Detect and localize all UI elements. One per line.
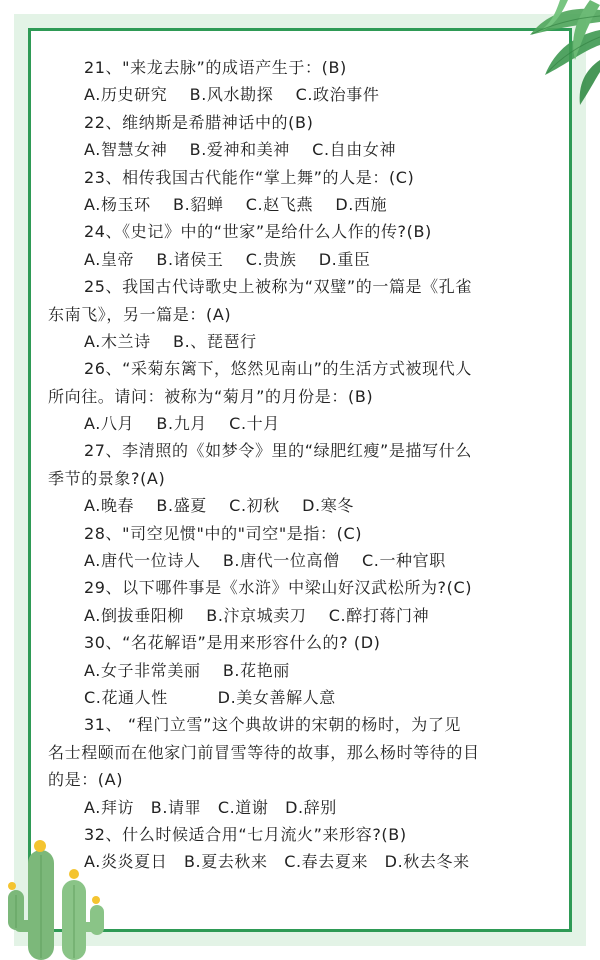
question-line: 28、"司空见惯"中的"司空"是指：(C) bbox=[84, 523, 363, 543]
question-line: 25、我国古代诗歌史上被称为“双璧”的一篇是《孔雀 bbox=[84, 277, 472, 297]
question-continuation: 东南飞》，另一篇是：(A) bbox=[48, 304, 232, 324]
question-line: 30、“名花解语”是用来形容什么的? (D) bbox=[84, 633, 381, 653]
answer-options: A.历史研究 B.风水勘探 C.政治事件 bbox=[84, 85, 380, 105]
question-line: 32、什么时候适合用“七月流火”来形容?(B) bbox=[84, 824, 407, 844]
answer-options: A.炎炎夏日 B.夏去秋来 C.春去夏来 D.秋去冬来 bbox=[84, 852, 470, 872]
answer-options: A.倒拔垂阳柳 B.汴京城卖刀 C.醉打蒋门神 bbox=[84, 605, 430, 625]
answer-options: A.智慧女神 B.爱神和美神 C.自由女神 bbox=[84, 140, 397, 160]
answer-options: A.杨玉环 B.貂蝉 C.赵飞燕 D.西施 bbox=[84, 194, 388, 214]
answer-options: A.晚春 B.盛夏 C.初秋 D.寒冬 bbox=[84, 496, 354, 516]
question-line: 23、相传我国古代能作“掌上舞”的人是：(C) bbox=[84, 167, 415, 187]
question-continuation: 名士程颐而在他家门前冒雪等待的故事，那么杨时等待的目 bbox=[48, 742, 480, 762]
question-line: 26、“采菊东篱下，悠然见南山”的生活方式被现代人 bbox=[84, 359, 472, 379]
answer-options: A.女子非常美丽 B.花艳丽 bbox=[84, 660, 290, 680]
question-continuation: 所向往。请问：被称为“菊月”的月份是：(B) bbox=[48, 386, 374, 406]
question-continuation: 的是：(A) bbox=[48, 770, 124, 790]
question-line: 31、 “程门立雪”这个典故讲的宋朝的杨时，为了见 bbox=[84, 715, 462, 735]
question-line: 22、维纳斯是希腊神话中的(B) bbox=[84, 112, 314, 132]
answer-options: C.花通人性 D.美女善解人意 bbox=[84, 687, 336, 707]
quiz-document bbox=[48, 54, 548, 876]
question-continuation: 季节的景象?(A) bbox=[48, 468, 166, 488]
answer-options: A.八月 B.九月 C.十月 bbox=[84, 414, 280, 434]
answer-options: A.拜访 B.请罪 C.道谢 D.辞别 bbox=[84, 797, 337, 817]
question-line: 21、"来龙去脉”的成语产生于：(B) bbox=[84, 58, 347, 77]
question-line: 27、李清照的《如梦令》里的“绿肥红瘦”是描写什么 bbox=[84, 441, 472, 461]
question-line: 29、以下哪件事是《水浒》中梁山好汉武松所为?(C) bbox=[84, 578, 473, 598]
answer-options: A.木兰诗 B.、琵琶行 bbox=[84, 331, 257, 351]
answer-options: A.皇帝 B.诸侯王 C.贵族 D.重臣 bbox=[84, 249, 371, 269]
answer-options: A.唐代一位诗人 B.唐代一位高僧 C.一种官职 bbox=[84, 551, 446, 571]
question-line: 24、《史记》中的“世家”是给什么人作的传?(B) bbox=[84, 222, 432, 242]
